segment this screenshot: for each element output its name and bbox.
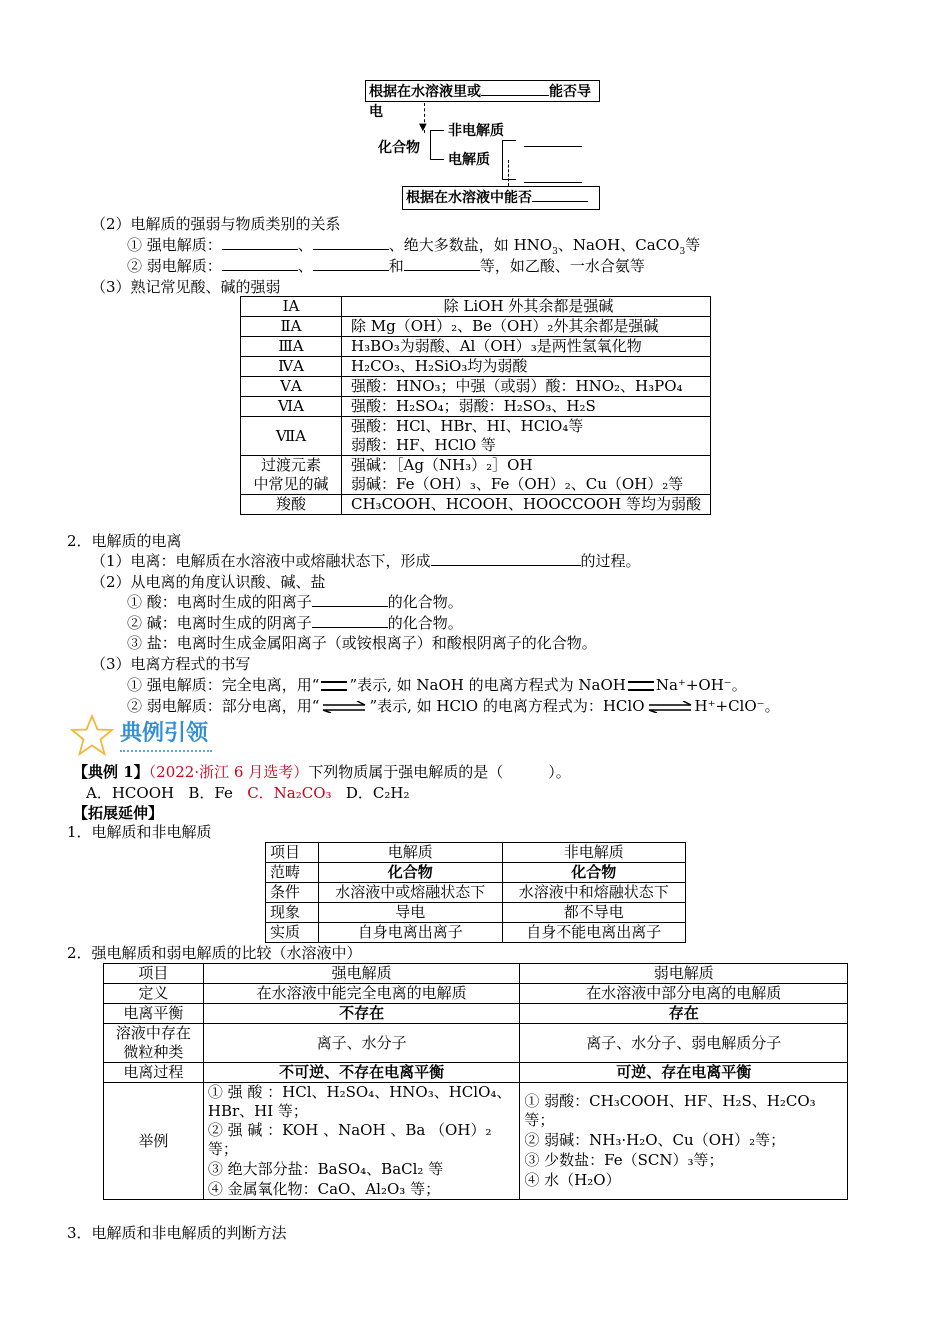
ion-weak-b: ”表示, 如 HClO 的电离方程式为：HClO: [369, 697, 645, 715]
example-question: [73, 762, 571, 782]
bottom-box-text: 根据在水溶液中能否: [406, 190, 532, 206]
acid-group-cell: [241, 337, 342, 357]
t1-row: [266, 883, 686, 903]
bracket-bottom: [430, 159, 444, 160]
option-a: A．HCOOH: [86, 784, 175, 802]
arrow-head-icon: ▼: [419, 122, 427, 133]
electrolyte-label: 电解质: [448, 152, 490, 168]
option-b: B．Fe: [188, 784, 233, 802]
blank: [222, 235, 298, 250]
ion-strong-c: Na⁺+OH⁻。: [655, 676, 747, 694]
t2-head-1: 强电解质: [203, 964, 520, 984]
t1-cell: 都不导电: [502, 903, 686, 923]
acid-text-cell: [342, 495, 711, 515]
ion-strong: [127, 675, 747, 695]
t2-example-label: 举例: [104, 1083, 204, 1200]
weak-example-3: ③ 少数盐：Fe（SCN）₃等；: [524, 1151, 724, 1169]
acid-text-2: 弱酸：HF、HClO 等: [351, 436, 496, 454]
acid-text-cell: [342, 397, 711, 417]
star-icon: [70, 714, 114, 756]
t1-cell: 自身不能电离出离子: [502, 923, 686, 943]
acid-text: 除 Mg（OH）₂、Be（OH）₂外其余都是强碱: [351, 317, 659, 335]
t1-cell: 现象: [266, 903, 319, 923]
equal-sign-icon: [628, 681, 654, 691]
acid-group-label: 羧酸: [275, 495, 306, 513]
dashed-arrow-up: [508, 160, 509, 186]
acid-group-label: ⅡA: [280, 317, 302, 335]
sep: 、: [297, 236, 313, 254]
t2-def-weak: 在水溶液中部分电离的电解质: [520, 984, 848, 1004]
weak-example-4: ④ 水（H₂O）: [524, 1171, 621, 1189]
s2-title: （2）电解质的强弱与物质类别的关系: [91, 215, 341, 233]
t2-particles-label: 溶液中存在微粒种类: [104, 1024, 204, 1063]
diagram-top-box: [365, 80, 600, 120]
blank-strong-line: [524, 146, 582, 147]
t2-head-row: [104, 964, 848, 984]
ion-strong-b: ”表示, 如 NaOH 的电离方程式为 NaOH: [349, 676, 626, 694]
t1-cell: 导电: [319, 903, 503, 923]
compound-label: 化合物: [378, 140, 420, 156]
ion-acid: [127, 592, 463, 612]
acid-group-cell: [241, 417, 342, 456]
example-options: [86, 783, 410, 803]
reversible-arrow-icon: [647, 701, 693, 713]
electrolyte-table: [265, 842, 686, 943]
t2-process-strong: 不可逆、不存在电离平衡: [203, 1063, 520, 1083]
weak-label: ② 弱电解质：: [127, 257, 222, 275]
strong-text3: 等: [685, 236, 701, 254]
acid-base-table: [240, 296, 711, 515]
t2-particles-row: [104, 1024, 848, 1063]
acid-text: 强碱：［Ag（NH₃）₂］OH: [351, 456, 533, 474]
acid-group-label: ⅢA: [278, 337, 304, 355]
t2-process-weak: 可逆、存在电离平衡: [520, 1063, 848, 1083]
example-label: 【典例 1】: [73, 763, 149, 781]
acid-text: CH₃COOH、HCOOH、HOOCCOOH 等均为弱酸: [351, 495, 702, 513]
acid-group-label: 过渡元素: [260, 456, 321, 474]
acid-text: H₂CO₃、H₂SiO₃均为弱酸: [351, 357, 528, 375]
acid-text: H₃BO₃为弱酸、Al（OH）₃是两性氢氧化物: [351, 337, 642, 355]
bracket2-top: [502, 140, 516, 141]
bottom-box-blank: [532, 187, 588, 202]
ion-base-b: 的化合物。: [387, 614, 463, 632]
strong-example-3: ③ 绝大部分盐：BaSO₄、BaCl₂ 等: [207, 1160, 444, 1178]
example-source: （2022·浙江 6 月选考）: [148, 763, 309, 781]
ion-weak-a: ② 弱电解质：部分电离，用“: [127, 697, 320, 715]
s2-strong-line: ① 强电解质： 、 、绝大多数盐，如 $HNO_3$、NaOH、CaCO$_3$等: [127, 236, 701, 257]
t2-def-label: 定义: [104, 984, 204, 1004]
non-electrolyte-label: 非电解质: [448, 123, 504, 139]
ion-acid-b: 的化合物。: [387, 593, 463, 611]
ext-title: 【拓展延伸】: [73, 804, 164, 822]
ion-weak: [127, 696, 780, 716]
example-heading: 典例引领: [120, 721, 209, 746]
sep2: 和: [388, 257, 404, 275]
reversible-arrow-icon: [321, 701, 367, 713]
blank: [313, 235, 389, 250]
ext-s2: 2．强电解质和弱电解质的比较（水溶液中）: [67, 944, 362, 962]
ion-base-a: ② 碱：电离时生成的阴离子: [127, 614, 312, 632]
equal-sign-icon: [321, 681, 347, 691]
ion-weak-c: H⁺+ClO⁻。: [694, 697, 780, 715]
acid-table-row: [241, 337, 711, 357]
acid-table-row: [241, 297, 711, 317]
t1-cell: 实质: [266, 923, 319, 943]
ion-base: [127, 613, 463, 633]
top-box-blank: [481, 81, 549, 96]
t2-example-weak: [520, 1083, 848, 1200]
acid-group-label: ⅥA: [278, 397, 304, 415]
t1-row: [266, 923, 686, 943]
example-text: 下列物质属于强电解质的是（ ）。: [308, 763, 571, 781]
ion-strong-a: ① 强电解质：完全电离，用“: [127, 676, 320, 694]
option-d: D．C₂H₂: [345, 784, 410, 802]
t2-head-0: 项目: [104, 964, 204, 984]
acid-table-row: [241, 417, 711, 456]
acid-table-row: [241, 495, 711, 515]
acid-text-cell: [342, 377, 711, 397]
blank-weak-line: [524, 182, 582, 183]
blank: [431, 551, 581, 566]
acid-group-label: ⅦA: [275, 426, 307, 445]
acid-group-cell: [241, 357, 342, 377]
acid-table-row: [241, 357, 711, 377]
t1-cell: 水溶液中和熔融状态下: [502, 883, 686, 903]
t2-def-strong: 在水溶液中能完全电离的电解质: [203, 984, 520, 1004]
acid-group-label-2: 中常见的碱: [253, 475, 329, 493]
blank: [312, 592, 388, 607]
t1-row: [266, 903, 686, 923]
bracket2-bottom: [502, 179, 516, 180]
acid-group-cell: [241, 456, 342, 495]
strong-label: ① 强电解质：: [127, 236, 222, 254]
t1-cell: 非电解质: [502, 843, 686, 863]
weak-example-2: ② 弱碱：NH₃·H₂O、Cu（OH）₂等；: [524, 1131, 786, 1149]
heading-underline: [120, 750, 212, 752]
acid-text: 强酸：HNO₃；中强（或弱）酸：HNO₂、H₃PO₄: [351, 377, 683, 395]
acid-text-cell: [342, 317, 711, 337]
acid-group-cell: [241, 495, 342, 515]
ion-l3: （3）电离方程式的书写: [91, 655, 251, 673]
t2-eq-weak: 存在: [520, 1004, 848, 1024]
ion-l2: （2）从电离的角度认识酸、碱、盐: [91, 573, 326, 591]
t2-particles-weak: 离子、水分子、弱电解质分子: [520, 1024, 848, 1063]
acid-text-cell: [342, 337, 711, 357]
t2-example-row: [104, 1083, 848, 1200]
ion-title: 2．电解质的电离: [67, 532, 182, 550]
t2-particles-strong: 离子、水分子: [203, 1024, 520, 1063]
acid-text-cell: [342, 357, 711, 377]
weak-text: 等，如乙酸、一水合氨等: [479, 257, 645, 275]
acid-text: 除 LiOH 外其余都是强碱: [443, 297, 614, 315]
t1-row: [266, 863, 686, 883]
acid-text-cell: [342, 417, 711, 456]
t2-example-strong: [203, 1083, 520, 1200]
t1-cell: 条件: [266, 883, 319, 903]
ion-l1a: （1）电离：电解质在水溶液中或熔融状态下，形成: [91, 552, 431, 570]
acid-group-cell: [241, 397, 342, 417]
t1-cell: 化合物: [502, 863, 686, 883]
blank: [312, 613, 388, 628]
acid-table-row: [241, 317, 711, 337]
top-box-text-a: 根据在水溶液里或: [369, 84, 481, 100]
strong-example-2: ② 强 碱 ：KOH 、NaOH 、Ba （OH）₂ 等；: [207, 1121, 492, 1158]
t1-cell: 范畴: [266, 863, 319, 883]
acid-group-label: ⅤA: [280, 377, 302, 395]
bracket-top: [430, 130, 444, 131]
t1-row: [266, 843, 686, 863]
t1-cell: 水溶液中或熔融状态下: [319, 883, 503, 903]
acid-table-row: [241, 397, 711, 417]
t2-eq-row: [104, 1004, 848, 1024]
ext-s3: 3．电解质和非电解质的判断方法: [67, 1224, 287, 1242]
ext-s1: 1．电解质和非电解质: [67, 823, 212, 841]
blank: [313, 256, 389, 271]
top-box-text-b: 能否导电: [369, 84, 591, 120]
ion-acid-a: ① 酸：电离时生成的阳离子: [127, 593, 312, 611]
acid-group-label: ⅣA: [278, 357, 304, 375]
ion-l1: [91, 551, 641, 571]
acid-text: 强酸：HCl、HBr、HI、HClO₄等: [351, 417, 584, 435]
t2-process-row: [104, 1063, 848, 1083]
weak-example-1: ① 弱酸：CH₃COOH、HF、H₂S、H₂CO₃ 等；: [524, 1092, 816, 1129]
blank: [222, 256, 298, 271]
bracket-vertical: [430, 130, 431, 160]
acid-table-row: [241, 456, 711, 495]
acid-text: 强酸：H₂SO₄；弱酸：H₂SO₃、H₂S: [351, 397, 596, 415]
t1-cell: 自身电离出离子: [319, 923, 503, 943]
acid-group-cell: [241, 297, 342, 317]
acid-text-cell: [342, 456, 711, 495]
blank: [404, 256, 480, 271]
t2-head-2: 弱电解质: [520, 964, 848, 984]
diagram-bottom-box: [402, 186, 600, 210]
s3-title: （3）熟记常见酸、碱的强弱: [91, 278, 281, 296]
s2-weak-line: [127, 256, 645, 276]
t2-process-label: 电离过程: [104, 1063, 204, 1083]
t1-cell: 电解质: [319, 843, 503, 863]
acid-group-cell: [241, 377, 342, 397]
acid-group-label: ⅠA: [282, 297, 300, 315]
t2-def-row: [104, 984, 848, 1004]
strong-example-1: ① 强 酸 ：HCl、H₂SO₄、HNO₃、HClO₄、HBr、HI 等；: [207, 1083, 512, 1120]
ion-l1b: 的过程。: [580, 552, 641, 570]
option-c: C．Na₂CO₃: [247, 784, 332, 802]
t1-cell: 项目: [266, 843, 319, 863]
acid-group-cell: [241, 317, 342, 337]
acid-text-2: 弱碱：Fe（OH）₃、Fe（OH）₂、Cu（OH）₂等: [351, 475, 684, 493]
t1-cell: 化合物: [319, 863, 503, 883]
acid-table-row: [241, 377, 711, 397]
ion-salt: ③ 盐：电离时生成金属阳离子（或铵根离子）和酸根阴离子的化合物。: [127, 634, 597, 652]
strong-text2: 、NaOH、CaCO: [557, 236, 680, 254]
strong-text: 、绝大多数盐，如 HNO: [388, 236, 553, 254]
bracket2-vertical: [502, 140, 503, 180]
t2-eq-label: 电离平衡: [104, 1004, 204, 1024]
strong-example-4: ④ 金属氧化物：CaO、Al₂O₃ 等；: [207, 1180, 441, 1198]
t2-eq-strong: 不存在: [203, 1004, 520, 1024]
sep: 、: [297, 257, 313, 275]
comparison-table: [103, 963, 848, 1200]
acid-text-cell: [342, 297, 711, 317]
